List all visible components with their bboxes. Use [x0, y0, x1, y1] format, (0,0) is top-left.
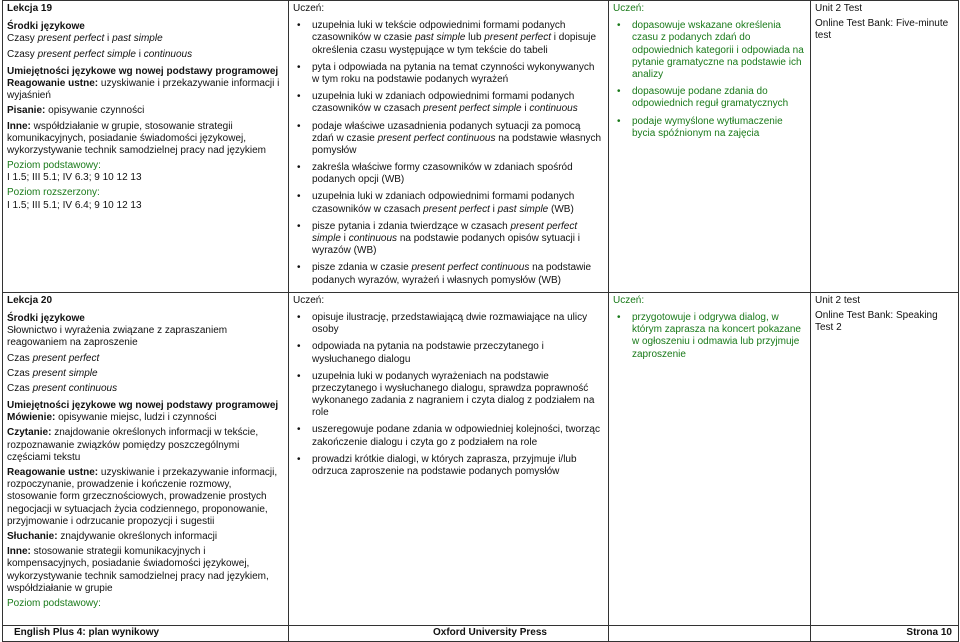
footer-book-title: English Plus 4: plan wynikowy: [14, 627, 160, 638]
skill-item: [7, 412, 284, 424]
grammar-item: [7, 383, 284, 395]
text-run: dopasowuje podane zdania do odpowiednich reguł gramatycznych: [632, 86, 789, 110]
skill-label: Reagowanie ustne:: [7, 467, 99, 478]
level-label: Poziom podstawowy:: [7, 597, 101, 609]
text-run: prowadzi krótkie dialogi, w których zaprasza, przyjmuje i/lub odrzuca zaproszenie na podstawie podanych pomysłów: [312, 453, 577, 477]
extended-requirements-cell: [609, 1, 811, 293]
text-run: uzupełnia luki w zdaniach odpowiednimi formami podanych czasowników w czasach: [312, 91, 575, 115]
skill-item: [7, 78, 284, 102]
italic-term: present perfect: [423, 203, 490, 215]
bullet-item: [293, 191, 604, 215]
italic-term: present perfect: [484, 32, 552, 44]
skill-label: Reagowanie ustne:: [7, 77, 99, 89]
basic-requirements-list: [293, 312, 604, 478]
assessment-cell: [811, 292, 959, 641]
bullet-item: [293, 162, 604, 186]
skill-label: Inne:: [7, 120, 31, 132]
text-run: odpowiada na pytania na podstawie przeczytanego i wysłuchanego dialogu: [312, 341, 544, 365]
bullet-item: [293, 371, 604, 420]
bullet-item: [613, 86, 806, 110]
bullet-item: [293, 262, 604, 286]
text-run: podaje właściwe uzasadnienia podanych sytuacji za pomocą zdań w czasie: [312, 120, 581, 144]
bullet-item: [293, 424, 604, 448]
footer-publisher: Oxford University Press: [433, 627, 547, 638]
text-run: i: [135, 48, 144, 60]
skill-label: Mówienie:: [7, 412, 56, 424]
bullet-item: [613, 312, 806, 361]
skill-text: znajdywanie określonych informacji: [57, 530, 218, 542]
italic-term: present perfect: [32, 352, 100, 364]
text-run: i: [340, 233, 349, 244]
assessment-item: Unit 2 Test: [815, 3, 863, 14]
column-header: Uczeń:: [293, 3, 325, 14]
skill-item: [7, 546, 284, 595]
skill-item: [7, 105, 284, 117]
italic-term: present continuous: [32, 382, 118, 394]
column-header: Uczeń:: [613, 3, 645, 14]
basic-requirements-cell: [289, 1, 609, 293]
text-run: opisuje ilustrację, przedstawiającą dwie rozmawiające na ulicy osoby: [312, 311, 588, 336]
skill-item: [7, 531, 284, 543]
italic-term: present perfect simple: [37, 48, 136, 60]
text-run: Czas: [7, 382, 33, 394]
text-run: pyta i odpowiada na pytania na temat czynności wykonywanych w tym roku na podstawie podanych wyrażeń: [312, 61, 595, 85]
text-run: Czasy: [7, 48, 38, 60]
text-run: uzupełnia luki w podanych wyrażeniach na podstawie przeczytanego i wysłuchanego dialogu, sprawdza poprawność wykonanego zadania z nagraniem i czyta dialog z podziałem na role: [312, 370, 595, 419]
text-run: i: [489, 203, 498, 215]
skill-item: [7, 427, 284, 464]
text-run: na podstawie podanych wyrazów, wyrażeń i własnych pomysłów (WB): [312, 262, 592, 286]
section-heading: Środki językowe: [7, 21, 85, 33]
lesson-content: [7, 313, 284, 610]
italic-term: continuous: [529, 103, 578, 115]
footer-page-number: Strona 10: [906, 627, 952, 638]
skill-label: Pisanie:: [7, 105, 46, 117]
curriculum-level: [7, 160, 284, 184]
basic-requirements-cell: [289, 292, 609, 641]
text-run: uzupełnia luki w tekście odpowiednimi formami podanych czasowników w czasie: [312, 20, 566, 44]
section-heading: Środki językowe: [7, 312, 85, 324]
italic-term: present perfect simple: [312, 220, 578, 244]
text-run: zakreśla właściwe formy czasowników w zdaniach spośród podanych opcji (WB): [312, 162, 573, 186]
text-run: i dopisuje określenia czasu występujące w tym tekście do tabeli: [312, 32, 597, 56]
bullet-item: [293, 121, 604, 158]
skill-text: współdziałanie w grupie, stosowanie strategii komunikacyjnych, posiadanie świadomości językowej, wykorzystywanie technik samodzielnej pracy nad językiem: [7, 120, 266, 156]
curriculum-level: [7, 187, 284, 211]
assessment-item: Online Test Bank: Five-minute test: [815, 18, 949, 42]
lesson-title: Lekcja 19: [7, 3, 53, 14]
bullet-item: [293, 62, 604, 86]
lesson-info-cell: [3, 1, 289, 293]
skill-item: [7, 467, 284, 528]
lesson-info-cell: [3, 292, 289, 641]
text-run: uzupełnia luki w zdaniach odpowiednimi formami podanych czasowników w czasach: [312, 191, 575, 215]
skill-text: uzyskiwanie i przekazywanie informacji, rozpoczynanie, prowadzenie i kończenie rozmowy, stosowanie form grzecznościowych, prowadzenie prostych negocjacji w sytuacjach życia codziennego, proponowanie, przyjmowanie i odrzucanie propozycji i sugestii: [7, 467, 278, 527]
vocabulary-item: Słownictwo i wyrażenia związane z zapraszaniem reagowaniem na zaproszenie: [7, 325, 228, 349]
assessment-item: Online Test Bank: Speaking Test 2: [815, 309, 938, 334]
skill-text: opisywanie czynności: [45, 105, 145, 117]
text-run: podaje wymyślone wytłumaczenie bycia spóźnionym na zajęcia: [632, 115, 783, 139]
italic-term: past simple: [497, 203, 549, 215]
level-label: Poziom rozszerzony:: [7, 187, 100, 199]
skill-label: Inne:: [7, 546, 31, 558]
italic-term: continuous: [348, 233, 398, 244]
assessment-item: Unit 2 test: [815, 294, 861, 306]
text-run: na podstawie własnych pomysłów: [312, 132, 602, 156]
column-header: Uczeń:: [293, 294, 325, 306]
text-run: pisze pytania i zdania twierdzące w czasach: [312, 220, 511, 232]
extended-requirements-list: [613, 20, 806, 140]
assessment-cell: [811, 1, 959, 293]
grammar-item: [7, 33, 284, 45]
lesson-content: [7, 21, 284, 212]
lesson-title: Lekcja 20: [7, 294, 53, 306]
grammar-item: [7, 353, 284, 365]
text-run: Czas: [7, 352, 33, 364]
column-header: Uczeń:: [613, 294, 645, 306]
text-run: dopasowuje wskazane określenia czasu z podanych zdań do odpowiednich kategorii i odpowiada na pytanie gramatyczne na podstawie ich analizy: [632, 20, 804, 80]
text-run: uszeregowuje podane zdania w odpowiedniej kolejności, tworząc zakończenie dialogu i czyta go z podziałem na role: [312, 424, 600, 448]
skill-text: znajdowanie określonych informacji w tekście, rozpoznawanie związków pomiędzy poszczególnymi częściami tekstu: [7, 427, 259, 463]
text-run: Czas: [7, 367, 33, 379]
italic-term: present perfect simple: [423, 103, 522, 115]
assessment-list: [815, 3, 954, 43]
italic-term: present perfect: [37, 33, 105, 45]
level-label: Poziom podstawowy:: [7, 160, 101, 172]
italic-term: past simple: [414, 32, 466, 44]
section-heading: Umiejętności językowe wg nowej podstawy programowej: [7, 400, 279, 412]
italic-term: present simple: [32, 367, 98, 379]
text-run: przygotowuje i odgrywa dialog, w którym zaprasza na koncert pokazane w ogłoszeniu i odmawia lub przyjmuje zaproszenie: [632, 311, 801, 360]
italic-term: past simple: [112, 33, 163, 45]
text-run: (WB): [548, 203, 574, 215]
skill-text: opisywanie miejsc, ludzi i czynności: [55, 412, 217, 424]
skill-text: stosowanie strategii komunikacyjnych i kompensacyjnych, posiadanie świadomości językowej, wykorzystywanie technik samodzielnej pracy nad językiem, współdziałanie w grupie: [7, 546, 269, 594]
italic-term: present perfect continuous: [377, 132, 496, 144]
text-run: Czasy: [7, 33, 38, 45]
bullet-item: [613, 116, 806, 140]
grammar-item: [7, 368, 284, 380]
text-run: i: [521, 103, 530, 115]
bullet-item: [293, 341, 604, 365]
lesson-row: [3, 292, 959, 641]
skill-text: uzyskiwanie i przekazywanie informacji i wyjaśnień: [7, 77, 280, 102]
text-run: na podstawie podanych opisów sytuacji i wyrazów (WB): [312, 233, 580, 257]
section-heading: Umiejętności językowe wg nowej podstawy programowej: [7, 65, 279, 77]
extended-requirements-cell: [609, 292, 811, 641]
bullet-item: [293, 91, 604, 115]
text-run: i: [104, 33, 113, 45]
bullet-item: [293, 20, 604, 57]
skill-item: [7, 121, 284, 158]
bullet-item: [613, 20, 806, 81]
page-footer: [2, 625, 958, 640]
level-codes: I 1.5; III 5.1; IV 6.3; 9 10 12 13: [7, 172, 142, 184]
lesson-plan-table: [2, 0, 959, 642]
assessment-list: [815, 295, 954, 335]
grammar-item: [7, 49, 284, 61]
bullet-item: [293, 454, 604, 478]
skill-label: Czytanie:: [7, 427, 52, 439]
level-codes: I 1.5; III 5.1; IV 6.4; 9 10 12 13: [7, 199, 142, 211]
text-run: pisze zdania w czasie: [312, 262, 412, 274]
italic-term: continuous: [143, 48, 193, 60]
lesson-row: [3, 1, 959, 293]
extended-requirements-list: [613, 312, 806, 361]
skill-label: Słuchanie:: [7, 530, 58, 542]
italic-term: present perfect continuous: [411, 262, 530, 274]
lesson-plan-page: [2, 0, 958, 625]
basic-requirements-list: [293, 20, 604, 287]
curriculum-level: [7, 598, 284, 610]
bullet-item: [293, 312, 604, 336]
bullet-item: [293, 221, 604, 258]
text-run: lub: [465, 32, 485, 44]
